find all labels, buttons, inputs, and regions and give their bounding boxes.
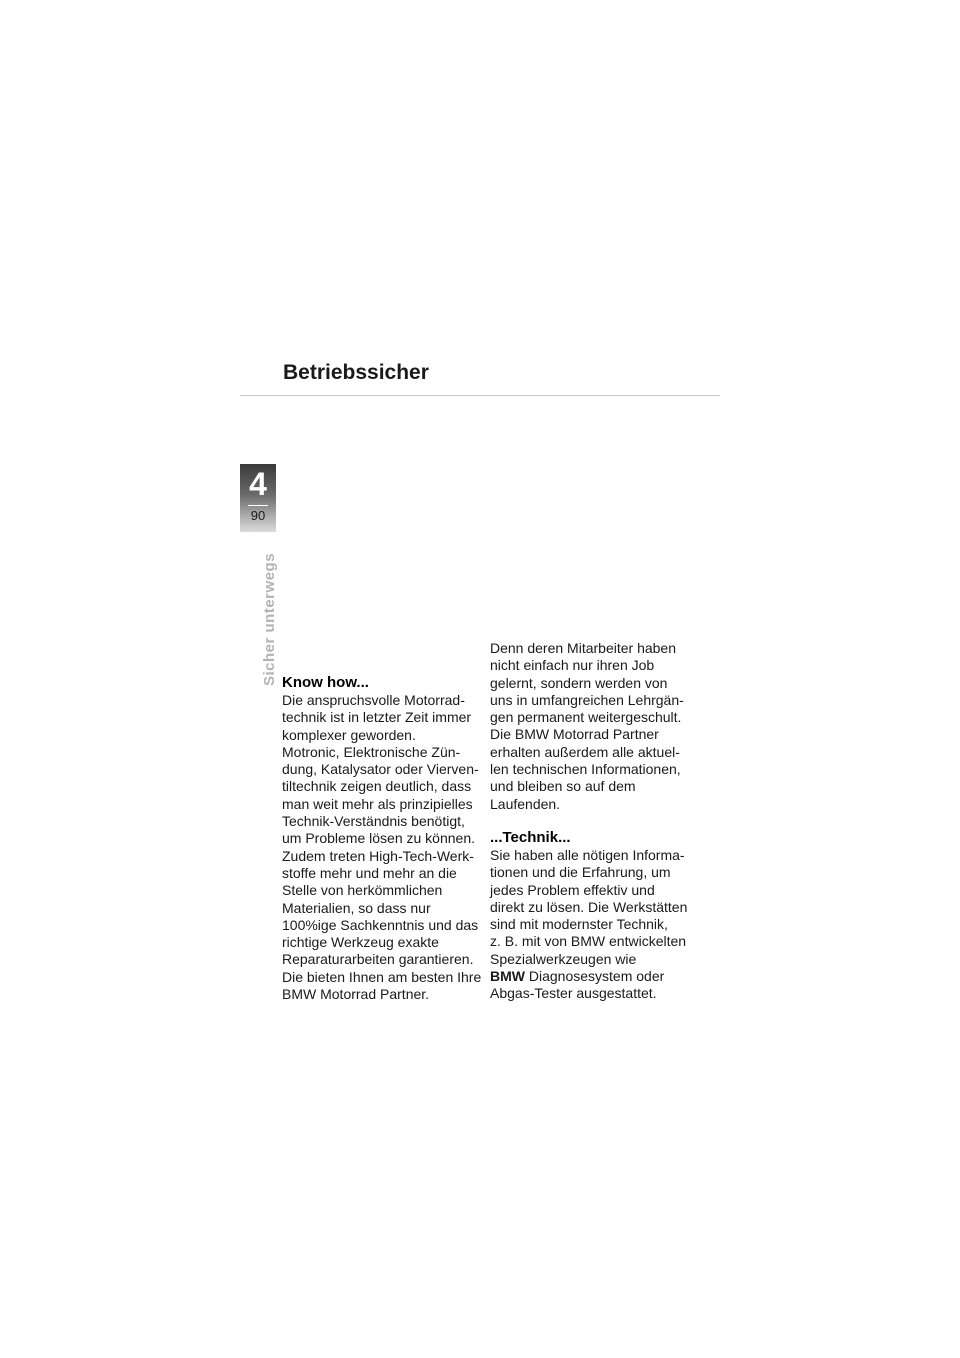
section-side-label: Sicher unterwegs	[261, 552, 278, 686]
chapter-divider	[248, 505, 268, 506]
left-column	[282, 674, 482, 1003]
page-number: 90	[250, 508, 266, 523]
chapter-number: 4	[249, 466, 267, 502]
right-column	[490, 640, 690, 1003]
technik-body	[490, 847, 690, 1003]
header-divider	[240, 395, 720, 396]
know-how-heading: Know how...	[282, 674, 369, 691]
know-how-body: Die anspruchsvolle Motorrad- technik ist in letzter Zeit immer komplexer geworden. Motronic, Elektronische Zün- dung, Katalysator oder Vierven- tiltechnik zeigen deutlich, dass man weit mehr als prinzipielles Technik-Verständnis benötigt, um Probleme lösen zu können. Zudem treten High-Tech-Werk- stoffe mehr und mehr an die Stelle von herkömmlichen Materialien, so dass nur 100%ige Sachkenntnis und das richtige Werkzeug exakte Reparaturarbeiten garantieren. Die bieten Ihnen am besten Ihre BMW Motorrad Partner.	[282, 692, 482, 1003]
partner-intro-text: Denn deren Mitarbeiter haben nicht einfach nur ihren Job gelernt, sondern werden von uns in umfangreichen Lehrgän- gen permanent weitergeschult. Die BMW Motorrad Partner erhalten außerdem alle aktuel- len technischen Informationen, und bleiben so auf dem Laufenden.	[490, 640, 684, 812]
bmw-brand-text: BMW	[490, 968, 525, 985]
technik-body-start: Sie haben alle nötigen Informa- tionen und die Erfahrung, um jedes Problem effektiv und direkt zu lösen. Die Werkstätten sind mit modernster Technik, z. B. mit von BMW entwickelten Spezialwerkzeugen wie	[490, 846, 688, 967]
page-title: Betriebssicher	[283, 361, 429, 384]
technik-body-end: Diagnosesystem oder Abgas-Tester ausgestattet.	[490, 968, 665, 1002]
technik-heading: ...Technik...	[490, 828, 571, 846]
chapter-tab	[240, 464, 276, 532]
